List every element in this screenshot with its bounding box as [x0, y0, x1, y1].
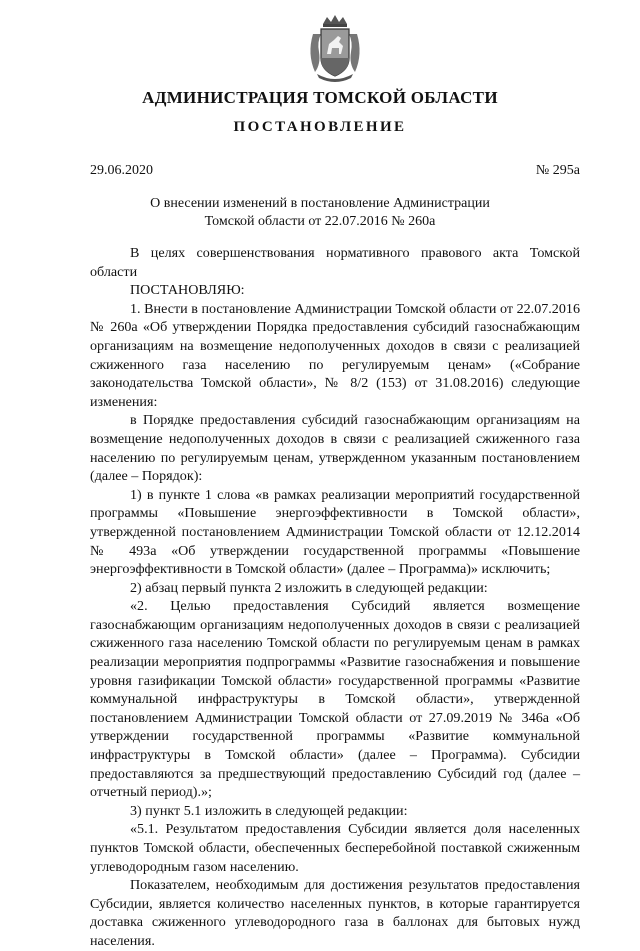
subject-line-2: Томской области от 22.07.2016 № 260а	[204, 214, 436, 229]
paragraph-indicator: Показателем, необходимым для достижения результатов предоставления Субсидии, является количество населенных пунктов, в которые гарантируется доставка сжиженного углеводородного газа в баллонах для бытовых нужд населения.	[90, 877, 580, 949]
paragraph-intro: В целях совершенствования нормативного правового акта Томской области	[90, 245, 580, 280]
paragraph-point-2-text: «2. Целью предоставления Субсидий является возмещение газоснабжающим организациям недополученных доходов в связи с реализацией сжиженного газа населению Томской области по регулируемым ценам в рамках реализации мероприятия подпрограммы «Развитие газоснабжения и повышение уровня газификации Томской области» государственной программы «Развитие коммунальной инфраструктуры в Томской области», утвержденной постановлением Администрации Томской области от 27.09.2019 № 346а «Об утверждении государственной программы «Развитие коммунальной инфраструктуры в Томской области» (далее – Программа). Субсидии предоставляются за предшествующий предоставлению Субсидий год (далее – отчетный период).»;	[90, 598, 580, 801]
paragraph-subitem-2: 2) абзац первый пункта 2 изложить в следующей редакции:	[130, 579, 488, 596]
paragraph-point-5-1-text: «5.1. Результатом предоставления Субсидии является доля населенных пунктов Томской области, обеспеченных бесперебойной поставкой сжиженным углеводородным газом населению.	[90, 821, 580, 875]
organization-title: АДМИНИСТРАЦИЯ ТОМСКОЙ ОБЛАСТИ	[142, 88, 498, 107]
document-subject	[0, 195, 640, 231]
document-body	[90, 244, 580, 951]
document-date: 29.06.2020	[90, 163, 153, 178]
paragraph-subitem-3: 3) пункт 5.1 изложить в следующей редакции:	[130, 802, 408, 819]
document-type: ПОСТАНОВЛЕНИЕ	[233, 119, 407, 135]
document-number: № 295а	[535, 163, 580, 178]
paragraph-decree: ПОСТАНОВЛЯЮ:	[130, 282, 245, 299]
paragraph-order-amend: в Порядке предоставления субсидий газоснабжающим организациям на возмещение недополученных доходов в связи с реализацией сжиженного газа населению по регулируемым ценам, утвержденном указанным постановлением (далее – Порядок):	[90, 412, 580, 485]
subject-line-1: О внесении изменений в постановление Администрации	[150, 196, 490, 211]
paragraph-item-1: 1. Внести в постановление Администрации Томской области от 22.07.2016 № 260а «Об утверждении Порядка предоставления субсидий газоснабжающим организациям на возмещение недополученных доходов в связи с реализацией сжиженного газа населению по регулируемым ценам» («Собрание законодательства Томской области», № 8/2 (153) от 31.08.2016) следующие изменения:	[90, 300, 580, 410]
paragraph-subitem-1: 1) в пункте 1 слова «в рамках реализации мероприятий государственной программы «Повышение энергоэффективности в Томской области», утвержденной постановлением Администрации Томской области от 12.12.2014 № 493а «Об утверждении государственной программы «Повышение энергоэффективности в Томской области» (далее – Программа)» исключить;	[90, 486, 580, 578]
coat-of-arms-icon	[305, 14, 365, 84]
